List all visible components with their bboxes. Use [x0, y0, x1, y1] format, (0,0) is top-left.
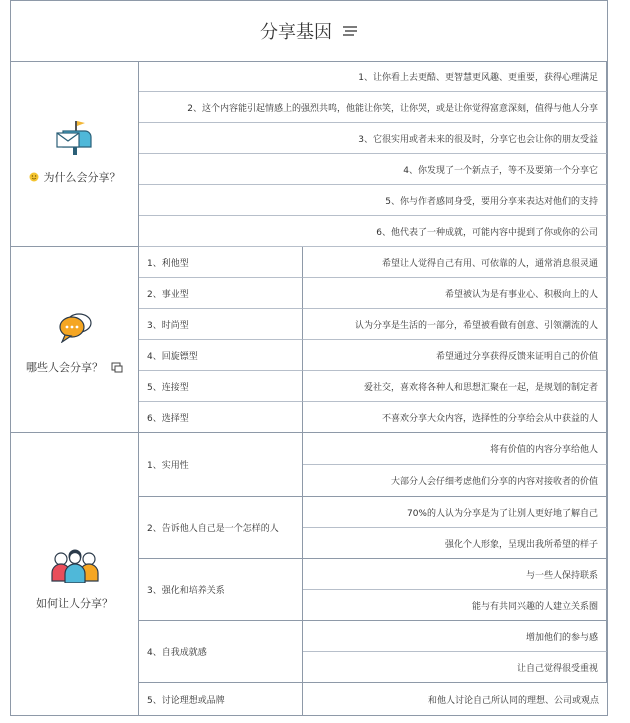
sharer-type: 1、利他型: [139, 247, 303, 278]
method-item: 能与有共同兴趣的人建立关系圈: [303, 590, 607, 621]
sharer-type: 5、连接型: [139, 371, 303, 402]
method-item: 大部分人会仔细考虑他们分享的内容对接收者的价值: [303, 465, 607, 497]
method-item: 与一些人保持联系: [303, 559, 607, 590]
speech-bubble-icon: [57, 311, 93, 343]
section-how-to-share: [11, 433, 139, 715]
method-group: 4、自我成就感: [139, 621, 303, 683]
sharer-desc: 爱社交，喜欢将各种人和思想汇聚在一起，是规划的制定者: [303, 371, 607, 402]
title-bar: [11, 1, 607, 62]
sharer-type: 6、选择型: [139, 402, 303, 433]
menu-lines-icon[interactable]: [342, 24, 358, 38]
reason-item: 2、这个内容能引起情感上的强烈共鸣，他能让你笑，让你哭，或是让你觉得富意深刻，值得与他人分享: [139, 92, 607, 123]
method-item: 70%的人认为分享是为了让别人更好地了解自己: [303, 497, 607, 528]
mailbox-icon: [55, 119, 95, 155]
method-item: 和他人讨论自己所认同的理想、公司或观点: [427, 695, 599, 706]
mindmap-table: [10, 0, 608, 716]
section-label-why: 为什么会分享？: [43, 171, 121, 184]
method-group: 1、实用性: [139, 433, 303, 497]
people-group-icon: [49, 547, 101, 583]
method-item: 将有价值的内容分享给他人: [303, 433, 607, 465]
method-group: 5、讨论理想或品牌: [139, 683, 303, 715]
section-label-how: 如何让人分享？: [36, 597, 113, 610]
method-item: 强化个人形象，呈现出我所希望的样子: [303, 528, 607, 559]
reason-item: 1、让你看上去更酷、更智慧更风趣、更重要，获得心理满足: [139, 61, 607, 92]
reason-item: 5、你与作者感同身受，要用分享来表达对他们的支持: [139, 185, 607, 216]
note-icon[interactable]: [111, 362, 123, 373]
sharer-desc: 希望让人觉得自己有用、可依靠的人，通常消息很灵通: [303, 247, 607, 278]
reason-item: 3、它很实用或者未来的很及时，分享它也会让你的朋友受益: [139, 123, 607, 154]
sharer-desc: 希望被认为是有事业心、积极向上的人: [303, 278, 607, 309]
smiley-icon: [29, 172, 39, 182]
page-title: 分享基因: [260, 22, 332, 43]
sharer-desc: 认为分享是生活的一部分，希望被看做有创意、引领潮流的人: [303, 309, 607, 340]
sharer-type: 3、时尚型: [139, 309, 303, 340]
sharer-desc: 不喜欢分享大众内容，选择性的分享给会从中获益的人: [303, 402, 607, 433]
section-label-who: 哪些人会分享？: [26, 361, 103, 374]
method-item: 增加他们的参与感: [303, 621, 607, 652]
section-who-shares: [11, 247, 139, 433]
section-why-share: [11, 61, 139, 247]
reason-item: 4、你发现了一个新点子，等不及要第一个分享它: [139, 154, 607, 185]
sharer-type: 4、回旋镖型: [139, 340, 303, 371]
reason-item: 6、他代表了一种成就，可能内容中提到了你或你的公司: [139, 216, 607, 247]
method-group: 2、告诉他人自己是一个怎样的人: [139, 497, 303, 559]
sharer-type: 2、事业型: [139, 278, 303, 309]
method-item: 让自己觉得很受重视: [303, 652, 607, 683]
sharer-desc: 希望通过分享获得反馈来证明自己的价值: [303, 340, 607, 371]
method-group: 3、强化和培养关系: [139, 559, 303, 621]
